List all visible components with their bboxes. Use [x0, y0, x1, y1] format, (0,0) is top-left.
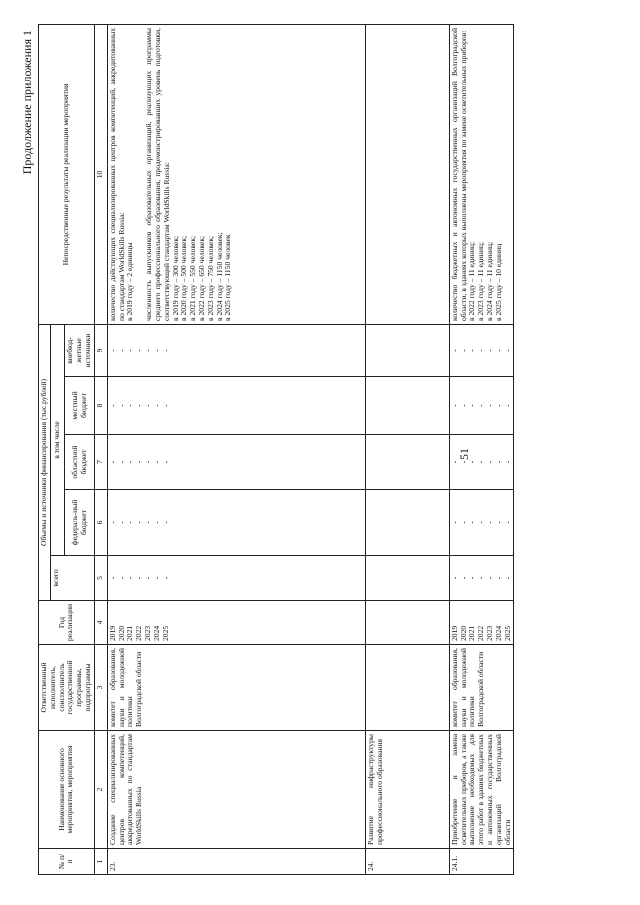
funding-dash: - — [484, 460, 494, 464]
row-funding-cell — [449, 490, 514, 556]
header-name: Наименование основного мероприятия, мероприятия — [39, 731, 95, 849]
row-funding-cell — [365, 490, 449, 556]
result-line: в 2022 году – 650 человек; — [196, 235, 206, 321]
funding-dash: - — [151, 404, 161, 407]
funding-dash: - — [151, 521, 161, 524]
row-funding-cell — [449, 435, 514, 490]
result-line: количество действующих специализированных центров компетенций, аккредитованных по стандартам WorldSkills Russia: — [107, 27, 126, 321]
row-funding-cell — [449, 324, 514, 376]
year-value: 2021 — [125, 625, 135, 641]
funding-dash: - — [116, 521, 126, 524]
row-years — [365, 601, 449, 645]
funding-dash: - — [502, 404, 512, 407]
funding-dash: - — [476, 576, 486, 580]
funding-dash: - — [160, 349, 170, 352]
result-line: в 2023 году – 750 человек; — [205, 235, 215, 321]
row-number: 23. — [107, 849, 365, 875]
funding-dash: - — [107, 460, 117, 464]
header-results: Непосредственные результаты реализации мероприятия — [39, 24, 95, 324]
continuation-caption: Продолжение приложения 1 — [20, 30, 34, 175]
header-federal: федераль-ный бюджет — [65, 490, 94, 556]
year-value: 2022 — [476, 625, 486, 641]
result-line: численность выпускников образовательных организаций, реализующих программы среднего профессионального образования, продемонстрировавших уровень подготовки, соответствующий стандартам WorldSkills Russia: — [144, 27, 171, 321]
header-local: местный бюджет — [65, 377, 94, 435]
funding-dash: - — [151, 576, 161, 580]
row-executor — [365, 645, 449, 731]
funding-dash: - — [116, 460, 126, 464]
row-funding-cell — [107, 377, 365, 435]
funding-dash: - — [134, 460, 144, 464]
colnum: 6 — [94, 490, 107, 556]
funding-dash: - — [160, 521, 170, 524]
colnum: 7 — [94, 435, 107, 490]
year-value: 2024 — [151, 625, 161, 641]
funding-dash: - — [107, 404, 117, 407]
header-executor: Ответственный исполнитель, соисполнитель государственной программы, подпрограммы — [39, 645, 95, 731]
funding-dash: - — [467, 460, 477, 464]
funding-dash: - — [134, 404, 144, 407]
result-line: в 2019 году – 300 человек; — [170, 235, 180, 321]
result-line: в 2023 году – 11 единиц; — [476, 241, 486, 321]
funding-dash: - — [502, 460, 512, 464]
funding-dash: - — [134, 576, 144, 580]
funding-dash: - — [458, 576, 468, 580]
colnum: 4 — [94, 601, 107, 645]
year-value: 2024 — [493, 625, 503, 641]
funding-dash: - — [107, 349, 117, 352]
page-number: 51 — [457, 448, 471, 460]
funding-dash: - — [484, 404, 494, 407]
row-funding-cell — [449, 556, 514, 601]
colnum: 9 — [94, 324, 107, 376]
funding-dash: - — [493, 349, 503, 352]
funding-dash: - — [142, 460, 152, 464]
year-value: 2020 — [116, 625, 126, 641]
result-line: в 2022 году – 11 единиц; — [467, 241, 477, 321]
colnum: 8 — [94, 377, 107, 435]
row-name: Создание специализированных центров компетенций, аккредитованных по стандартам WorldSkills Russia — [107, 731, 365, 849]
header-year: Год реализации — [39, 601, 95, 645]
funding-dash: - — [125, 460, 135, 464]
row-name: Приобретение и замена осветительных приборов, а также выполнение необходимых для этого работ в зданиях бюджетных и автономных государственных организаций Волгоградской области — [449, 731, 514, 849]
header-extra: внебюд-жетные источники — [65, 324, 94, 376]
row-number: 24.1. — [449, 849, 514, 875]
funding-dash: - — [142, 349, 152, 352]
funding-dash: - — [449, 349, 459, 352]
year-value: 2021 — [467, 625, 477, 641]
funding-dash: - — [449, 576, 459, 580]
funding-dash: - — [458, 349, 468, 352]
result-line: в 2025 году – 10 единиц — [493, 243, 503, 321]
funding-dash: - — [493, 576, 503, 580]
year-value: 2020 — [458, 625, 468, 641]
row-name: Развитие инфраструктуры профессионального образования — [365, 731, 449, 849]
row-funding-cell — [365, 556, 449, 601]
funding-dash: - — [467, 404, 477, 407]
funding-dash: - — [493, 404, 503, 407]
colnum: 3 — [94, 645, 107, 731]
funding-dash: - — [160, 404, 170, 407]
funding-dash: - — [125, 521, 135, 524]
header-incl: в том числе — [50, 324, 65, 555]
row-funding-cell — [107, 490, 365, 556]
funding-dash: - — [502, 349, 512, 352]
funding-dash: - — [467, 576, 477, 580]
row-funding-cell — [107, 324, 365, 376]
row-executor: комитет образования, науки и молодежной политики Волгоградской области — [449, 645, 514, 731]
year-value: 2022 — [134, 625, 144, 641]
funding-dash: - — [142, 576, 152, 580]
funding-dash: - — [476, 521, 486, 524]
row-funding-cell — [365, 377, 449, 435]
funding-dash: - — [502, 576, 512, 580]
funding-dash: - — [484, 576, 494, 580]
row-funding-cell — [107, 435, 365, 490]
table-row — [107, 24, 365, 874]
funding-dash: - — [467, 349, 477, 352]
header-total: всего — [50, 556, 94, 601]
header-num: № п/п — [39, 849, 95, 875]
row-number: 24. — [365, 849, 449, 875]
funding-dash: - — [458, 404, 468, 407]
result-line: количество бюджетных и автономных государственных организаций Волгоградской области, в зданиях которых выполнены мероприятия по замене осветительных приборов: — [449, 27, 468, 321]
colnum: 5 — [94, 556, 107, 601]
funding-dash: - — [142, 404, 152, 407]
funding-dash: - — [493, 521, 503, 524]
funding-dash: - — [449, 521, 459, 524]
funding-dash: - — [151, 349, 161, 352]
row-executor: комитет образования, науки и молодежной политики Волгоградской области — [107, 645, 365, 731]
row-funding-cell — [365, 435, 449, 490]
funding-dash: - — [142, 521, 152, 524]
header-funding: Объемы и источники финансирования (тыс.рублей) — [39, 324, 51, 600]
colnum: 10 — [94, 24, 107, 324]
year-value: 2025 — [502, 625, 512, 641]
funding-dash: - — [476, 349, 486, 352]
funding-dash: - — [107, 521, 117, 524]
row-funding-cell — [449, 377, 514, 435]
funding-dash: - — [107, 576, 117, 580]
funding-dash: - — [476, 404, 486, 407]
funding-dash: - — [125, 404, 135, 407]
funding-dash: - — [160, 576, 170, 580]
table-row — [449, 24, 514, 874]
funding-dash: - — [151, 460, 161, 464]
funding-dash: - — [484, 521, 494, 524]
result-line: в 2024 году – 11 единиц; — [484, 241, 494, 321]
funding-dash: - — [134, 521, 144, 524]
row-years — [449, 601, 514, 645]
funding-dash: - — [449, 404, 459, 407]
funding-dash: - — [467, 521, 477, 524]
result-line: в 2019 году – 2 единицы — [125, 242, 135, 321]
funding-dash: - — [116, 349, 126, 352]
row-funding-cell — [365, 324, 449, 376]
funding-dash: - — [458, 460, 468, 464]
header-regional: областной бюджет — [65, 435, 94, 490]
result-line: в 2025 году – 1150 человек — [223, 234, 233, 321]
funding-dash: - — [449, 460, 459, 464]
funding-dash: - — [502, 521, 512, 524]
row-results — [107, 24, 365, 324]
funding-dash: - — [160, 460, 170, 464]
year-value: 2019 — [449, 625, 459, 641]
funding-dash: - — [476, 460, 486, 464]
result-line: в 2020 году – 500 человек; — [179, 235, 189, 321]
colnum: 2 — [94, 731, 107, 849]
funding-dash: - — [125, 349, 135, 352]
row-years — [107, 601, 365, 645]
row-funding-cell — [107, 556, 365, 601]
funding-dash: - — [484, 349, 494, 352]
funding-dash: - — [493, 460, 503, 464]
funding-dash: - — [116, 576, 126, 580]
year-value: 2019 — [107, 625, 117, 641]
table-row — [365, 24, 449, 874]
row-results — [449, 24, 514, 324]
program-table — [38, 24, 514, 875]
result-line: в 2021 году – 550 человек; — [188, 235, 198, 321]
result-line: в 2024 году – 1150 человек; — [214, 232, 224, 321]
row-results — [365, 24, 449, 324]
funding-dash: - — [458, 521, 468, 524]
funding-dash: - — [116, 404, 126, 407]
funding-dash: - — [125, 576, 135, 580]
year-value: 2023 — [484, 625, 494, 641]
year-value: 2025 — [160, 625, 170, 641]
funding-dash: - — [134, 349, 144, 352]
colnum: 1 — [94, 849, 107, 875]
year-value: 2023 — [142, 625, 152, 641]
